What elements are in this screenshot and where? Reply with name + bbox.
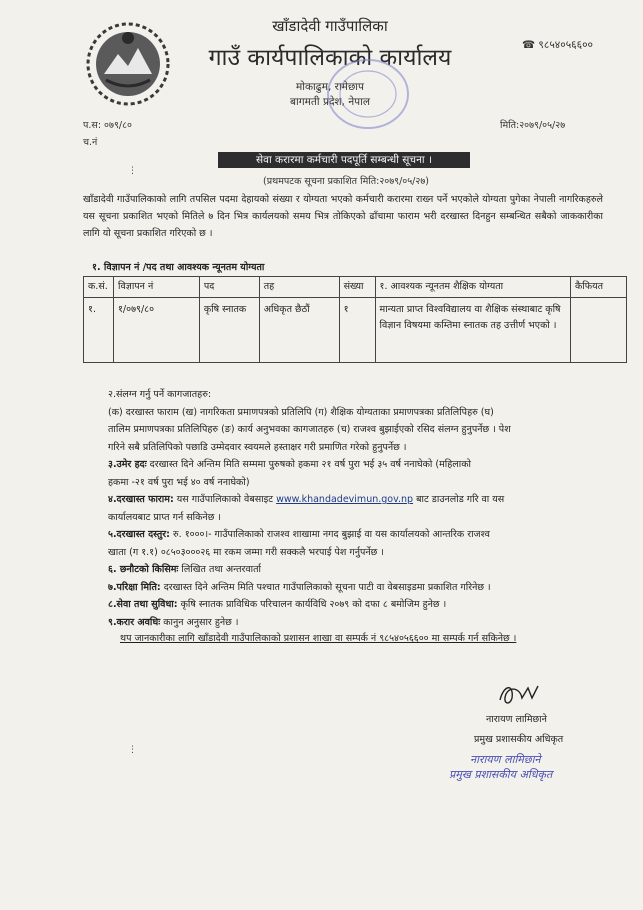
- requirements-heading: १. विज्ञापन नं /पद तथा आवश्यक न्यूनतम योग्यता: [92, 262, 265, 273]
- contact-info: थप जानकारीका लागि खाँडादेवी गाउँपालिकाको प्रशासन शाखा वा सम्पर्क नं ९८५४०५६६०० मा सम्पर्क गर्न सकिनेछ ।: [120, 633, 517, 644]
- exam-date: [108, 579, 608, 597]
- age-text-2: हकमा -२१ वर्ष पुरा भई ४० वर्ष ननाघेको): [108, 476, 250, 488]
- table-row: [84, 298, 627, 363]
- notice-subject: सेवा करारमा कर्मचारी पदपूर्ति सम्बन्धी सूचना ।: [218, 152, 470, 168]
- office-name: गाउँ कार्यपालिकाको कार्यालय: [208, 45, 452, 71]
- cell-sn: १.: [84, 298, 114, 363]
- address-line-1: मोकाढुम, रामेछाप: [296, 81, 364, 93]
- requirements-table: [83, 276, 627, 363]
- cell-post: कृषि स्नातक: [199, 298, 259, 363]
- cell-qualification: मान्यता प्राप्त विश्वविद्यालय वा शैक्षिक संस्थाबाट कृषि विज्ञान विषयमा कम्तिमा स्नातक तह उत्तीर्ण भएको ।: [375, 298, 570, 363]
- stamp-title: प्रमुख प्रशासकीय अधिकृत: [449, 768, 553, 781]
- cell-level: अधिकृत छैठौं: [259, 298, 339, 363]
- signatory-name: नारायण लामिछाने: [486, 714, 547, 725]
- form-text-pre: यस गाउँपालिकाको वेबसाइट: [176, 494, 274, 505]
- period-text: कानुन अनुसार हुनेछ ।: [163, 616, 239, 628]
- margin-mark: ⋮: [128, 166, 137, 176]
- contract-period: [108, 614, 608, 632]
- address-line-2: बागमती प्रदेश, नेपाल: [290, 96, 370, 108]
- signatory-title: प्रमुख प्रशासकीय अधिकृत: [474, 734, 564, 745]
- fee-label: ५.दरखास्त दस्तुर:: [108, 529, 170, 540]
- cell-count: १: [339, 298, 375, 363]
- selection-text: लिखित तथा अन्तरवार्ता: [181, 564, 262, 575]
- website-link[interactable]: www.khandadevimun.gov.np: [276, 494, 414, 505]
- period-label: ९.करार अवधिः: [108, 616, 161, 628]
- conditions-section: [108, 386, 608, 631]
- application-fee: [108, 526, 608, 544]
- documents-line-2: तालिम प्रमाणपत्रका प्रतिलिपिहरु (ङ) कार्य अनुभवका कागजातहरु (च) राजश्व बुझाईएको रसिद संलग्न हुनुपर्नेछ । पेश: [108, 424, 511, 435]
- signature-icon: [494, 680, 554, 710]
- government-emblem-icon: [82, 18, 174, 110]
- selection-label: ६. छनौटको किसिमः: [108, 564, 179, 575]
- municipality-name: खाँडादेवी गाउँपालिका: [272, 17, 388, 35]
- facility-text: कृषि स्नातक प्राविधिक परिचालन कार्यविधि २०७९ को दफा ८ बमोजिम हुनेछ ।: [180, 599, 447, 610]
- margin-mark: ⋮: [128, 745, 137, 755]
- notice-date: मिति:२०७९/०५/२७: [500, 120, 566, 131]
- column-header: कैफियत: [571, 277, 627, 298]
- table-header-row: [84, 277, 627, 298]
- form-text-post: बाट डाउनलोड गरि वा यस: [416, 494, 505, 505]
- exam-label: ७.परिक्षा मिति:: [108, 581, 161, 593]
- column-header: क.सं.: [84, 277, 114, 298]
- age-limit: [108, 456, 608, 474]
- phone-number: ☎ ९८५४०५६६००: [522, 39, 594, 51]
- documents-line-3: गरिने सबै प्रतिलिपिको पछाडि उम्मेदवार स्वयमले हस्ताक्षर गरी प्रमाणित गरेको हुनुपर्नेछ ।: [108, 441, 407, 453]
- column-header: तह: [259, 277, 339, 298]
- notice-body: खाँडादेवी गाउँपालिकाको लागि तपसिल पदमा देहायको संख्या र योग्यता भएको कर्मचारी करारमा राख्न पर्ने भएकोले योग्यता पुगेका नेपाली नागरिकहरुले यस सूचना प्रकाशित भएको मितिले ७ दिन भित्र कार्यलयको समय भित्र तोकिएको ढाँचामा फाराम भरी दरखास्त दिनहुन सम्बन्धित सबैको जाककारीका लागि यो सूचना प्रकाशित गरिएको छ ।: [83, 194, 603, 239]
- age-label: ३.उमेर हदः: [108, 459, 147, 470]
- office-stamp-icon: [322, 54, 414, 134]
- form-label: ४.दरखास्त फाराम:: [108, 494, 174, 505]
- fiscal-year: प.स: ०७९/८०: [83, 120, 132, 131]
- column-header: पद: [199, 277, 259, 298]
- fee-text-1: रु. १०००।- गाउँपालिकाको राजश्व शाखामा नगद बुझाई वा यस कार्यालयको आन्तरिक राजश्व: [173, 529, 490, 540]
- column-header: विज्ञापन नं: [113, 277, 199, 298]
- documents-line-1: (क) दरखास्त फाराम (ख) नागरिकता प्रमाणपत्रको प्रतिलिपि (ग) शैक्षिक योग्यताका प्रमाणपत्रका प्रतिलिपिहरु (घ): [108, 406, 494, 418]
- service-facility: [108, 596, 608, 614]
- stamp-name: नारायण लामिछाने: [470, 753, 541, 766]
- documents-heading: २.संलग्न गर्नु पर्ने कागजातहरु:: [108, 389, 212, 400]
- application-form: [108, 491, 608, 509]
- cell-ad-no: १/०७९/८०: [113, 298, 199, 363]
- form-text-2: कार्यालयबाट प्राप्त गर्न सकिनेछ ।: [108, 511, 221, 523]
- column-header: १. आवश्यक न्यूनतम शैक्षिक योग्यता: [375, 277, 570, 298]
- first-published-date: (प्रथमपटक सूचना प्रकाशित मिति:२०७९/०५/२७): [263, 176, 429, 187]
- age-text-1: दरखास्त दिने अन्तिम मिति सम्ममा पुरुषको हकमा २१ वर्ष पुरा भई ३५ वर्ष ननाघेको (महिलाको: [149, 459, 471, 470]
- selection-method: [108, 561, 608, 579]
- fee-text-2: खाता (ग १.१) ०८५०३०००२६ मा रकम जम्मा गरी सक्कलै भरपाई पेश गर्नुपर्नेछ ।: [108, 546, 384, 558]
- column-header: संख्या: [339, 277, 375, 298]
- reference-number: च.नं: [83, 137, 98, 148]
- cell-remarks: [571, 298, 627, 363]
- exam-text: दरखास्त दिने अन्तिम मिति पश्चात गाउँपालिकाको सूचना पाटी वा वेबसाइडमा प्रकाशित गरिनेछ ।: [163, 581, 491, 593]
- facility-label: ८.सेवा तथा सुविधा:: [108, 599, 178, 610]
